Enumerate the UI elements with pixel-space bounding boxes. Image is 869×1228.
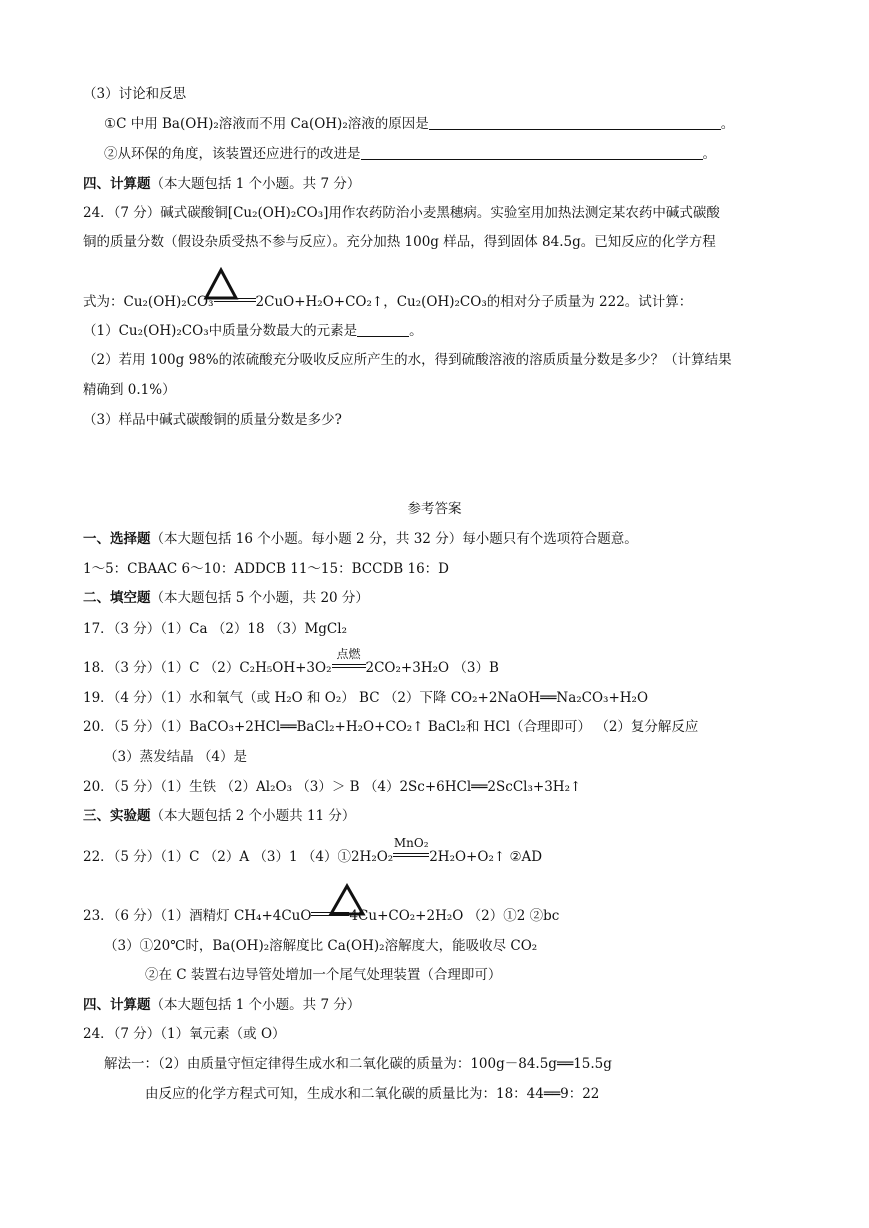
answer-24-solution-2: 由反应的化学方程式可知，生成水和二氧化碳的质量比为：18：44══9：22 (145, 1086, 600, 1102)
answer-18-reactants: 18．（3 分）（1）C （2）C₂H₅OH+3O₂ (83, 660, 332, 676)
answer-19: 19．（4 分）（1）水和氧气（或 H₂O 和 O₂） BC （2）下降 CO₂+2NaOH══Na₂CO₃+H₂O (83, 690, 649, 706)
reaction-condition-label: 点燃 (336, 647, 361, 661)
answer-blank[interactable] (361, 145, 703, 160)
calc-section-header (83, 174, 360, 194)
answers-sec2-desc: （本大题包括 5 个小题，共 20 分） (150, 590, 369, 606)
equation-double-line (311, 912, 349, 916)
q24-part-1-end: 。 (409, 323, 423, 339)
q24-equation-line (83, 292, 692, 312)
answer-23-products: 4Cu+CO₂+2H₂O （2）①2 ②bc (349, 908, 560, 924)
q24-part-1-text: （1）Cu₂(OH)₂CO₃中质量分数最大的元素是 (83, 323, 358, 339)
answers-sec1-title: 一、选择题 (83, 531, 151, 547)
answers-sec2-header (83, 588, 369, 608)
answers-title: 参考答案 (407, 501, 462, 517)
answers-sec4-title: 四、计算题 (83, 997, 151, 1013)
answer-blank[interactable] (357, 322, 409, 337)
answers-sec4-desc: （本大题包括 1 个小题。共 7 分） (150, 997, 361, 1013)
section-3-heading: （3）讨论和反思 (83, 86, 187, 102)
answer-blank[interactable] (429, 115, 721, 130)
answers-sec3-header (83, 806, 355, 826)
q24-line-2: 铜的质量分数（假设杂质受热不参与反应）。充分加热 100g 样品，得到固体 84.5g。已知反应的化学方程 (83, 234, 716, 250)
reaction-condition (393, 836, 429, 867)
question-end: 。 (720, 116, 735, 132)
answers-sec1-values: 1～5：CBAAC 6～10：ADDCB 11～15：BCCDB 16：D (83, 561, 449, 577)
question-3-1-text: ①C 中用 Ba(OH)₂溶液而不用 Ca(OH)₂溶液的原因是 (104, 116, 429, 132)
q24-part-3: （3）样品中碱式碳酸铜的质量分数是多少? (83, 412, 342, 428)
q24-equation-product: 2CuO+H₂O+CO₂↑，Cu₂(OH)₂CO₃的相对分子质量为 222。试计算： (255, 294, 693, 310)
answer-24-solution-1: 解法一：（2）由质量守恒定律得生成水和二氧化碳的质量为：100g－84.5g══15.5g (104, 1056, 612, 1072)
answer-22-reactants: 22．（5 分）（1）C （2）A （3）1 （4）①2H₂O₂ (83, 849, 394, 865)
answer-18 (83, 647, 499, 678)
q24-part-2-line-2: 精确到 0.1%） (83, 382, 176, 398)
q24-part-1 (83, 321, 423, 341)
equation-double-line (214, 298, 256, 302)
answers-sec4-header (83, 995, 360, 1015)
answer-20-line-2: （3）蒸发结晶 （4）是 (104, 749, 247, 765)
answer-23-reactants: 23．（6 分）（1）酒精灯 CH₄+4CuO (83, 908, 312, 924)
question-3-1 (104, 114, 734, 134)
answer-18-products: 2CO₂+3H₂O （3）B (365, 660, 499, 676)
answer-22 (83, 836, 543, 867)
reaction-condition (332, 647, 366, 678)
question-end: 。 (702, 146, 716, 162)
calc-section-title: 四、计算题 (83, 176, 151, 192)
equation-double-line (393, 853, 429, 857)
equation-double-line (332, 664, 366, 668)
answer-23 (83, 906, 559, 926)
question-3-2 (104, 144, 716, 164)
question-3-2-text: ②从环保的角度，该装置还应进行的改进是 (104, 146, 361, 162)
q24-equation-reactant: 式为：Cu₂(OH)₂CO₃ (83, 294, 214, 310)
answer-20-line-1: 20．（5 分）（1）BaCO₃+2HCl══BaCl₂+H₂O+CO₂↑ BaCl₂和 HCl（合理即可） （2）复分解反应 (83, 719, 699, 735)
answer-17: 17．（3 分）（1）Ca （2）18 （3）MgCl₂ (83, 621, 347, 637)
answer-22-products: 2H₂O+O₂↑ ②AD (429, 849, 543, 865)
reaction-condition-label: MnO₂ (393, 836, 429, 850)
answers-sec2-title: 二、填空题 (83, 590, 151, 606)
answer-24: 24．（7 分）（1）氧元素（或 O） (83, 1026, 286, 1042)
answers-sec3-title: 三、实验题 (83, 808, 151, 824)
answers-sec3-desc: （本大题包括 2 个小题共 11 分） (150, 808, 356, 824)
q24-part-2-line-1: （2）若用 100g 98%的浓硫酸充分吸收反应所产生的水，得到硫酸溶液的溶质质量分数是多少？（计算结果 (83, 352, 732, 368)
answer-23-part-3-2: ②在 C 装置右边导管处增加一个尾气处理装置（合理即可） (145, 967, 502, 983)
answer-21: 20．（5 分）（1）生铁 （2）Al₂O₃ （3）＞ B （4）2Sc+6HCl══2ScCl₃+3H₂↑ (83, 779, 582, 795)
answer-23-part-3: （3）①20℃时，Ba(OH)₂溶解度比 Ca(OH)₂溶解度大，能吸收尽 CO₂ (104, 938, 538, 954)
answers-sec1-desc: （本大题包括 16 个小题。每小题 2 分，共 32 分）每小题只有个选项符合题意。 (150, 531, 638, 547)
q24-line-1: 24．（7 分）碱式碳酸铜[Cu₂(OH)₂CO₃]用作农药防治小麦黑穗病。实验室用加热法测定某农药中碱式碳酸 (83, 205, 720, 221)
answers-sec1-header (83, 529, 638, 549)
calc-section-desc: （本大题包括 1 个小题。共 7 分） (150, 176, 361, 192)
